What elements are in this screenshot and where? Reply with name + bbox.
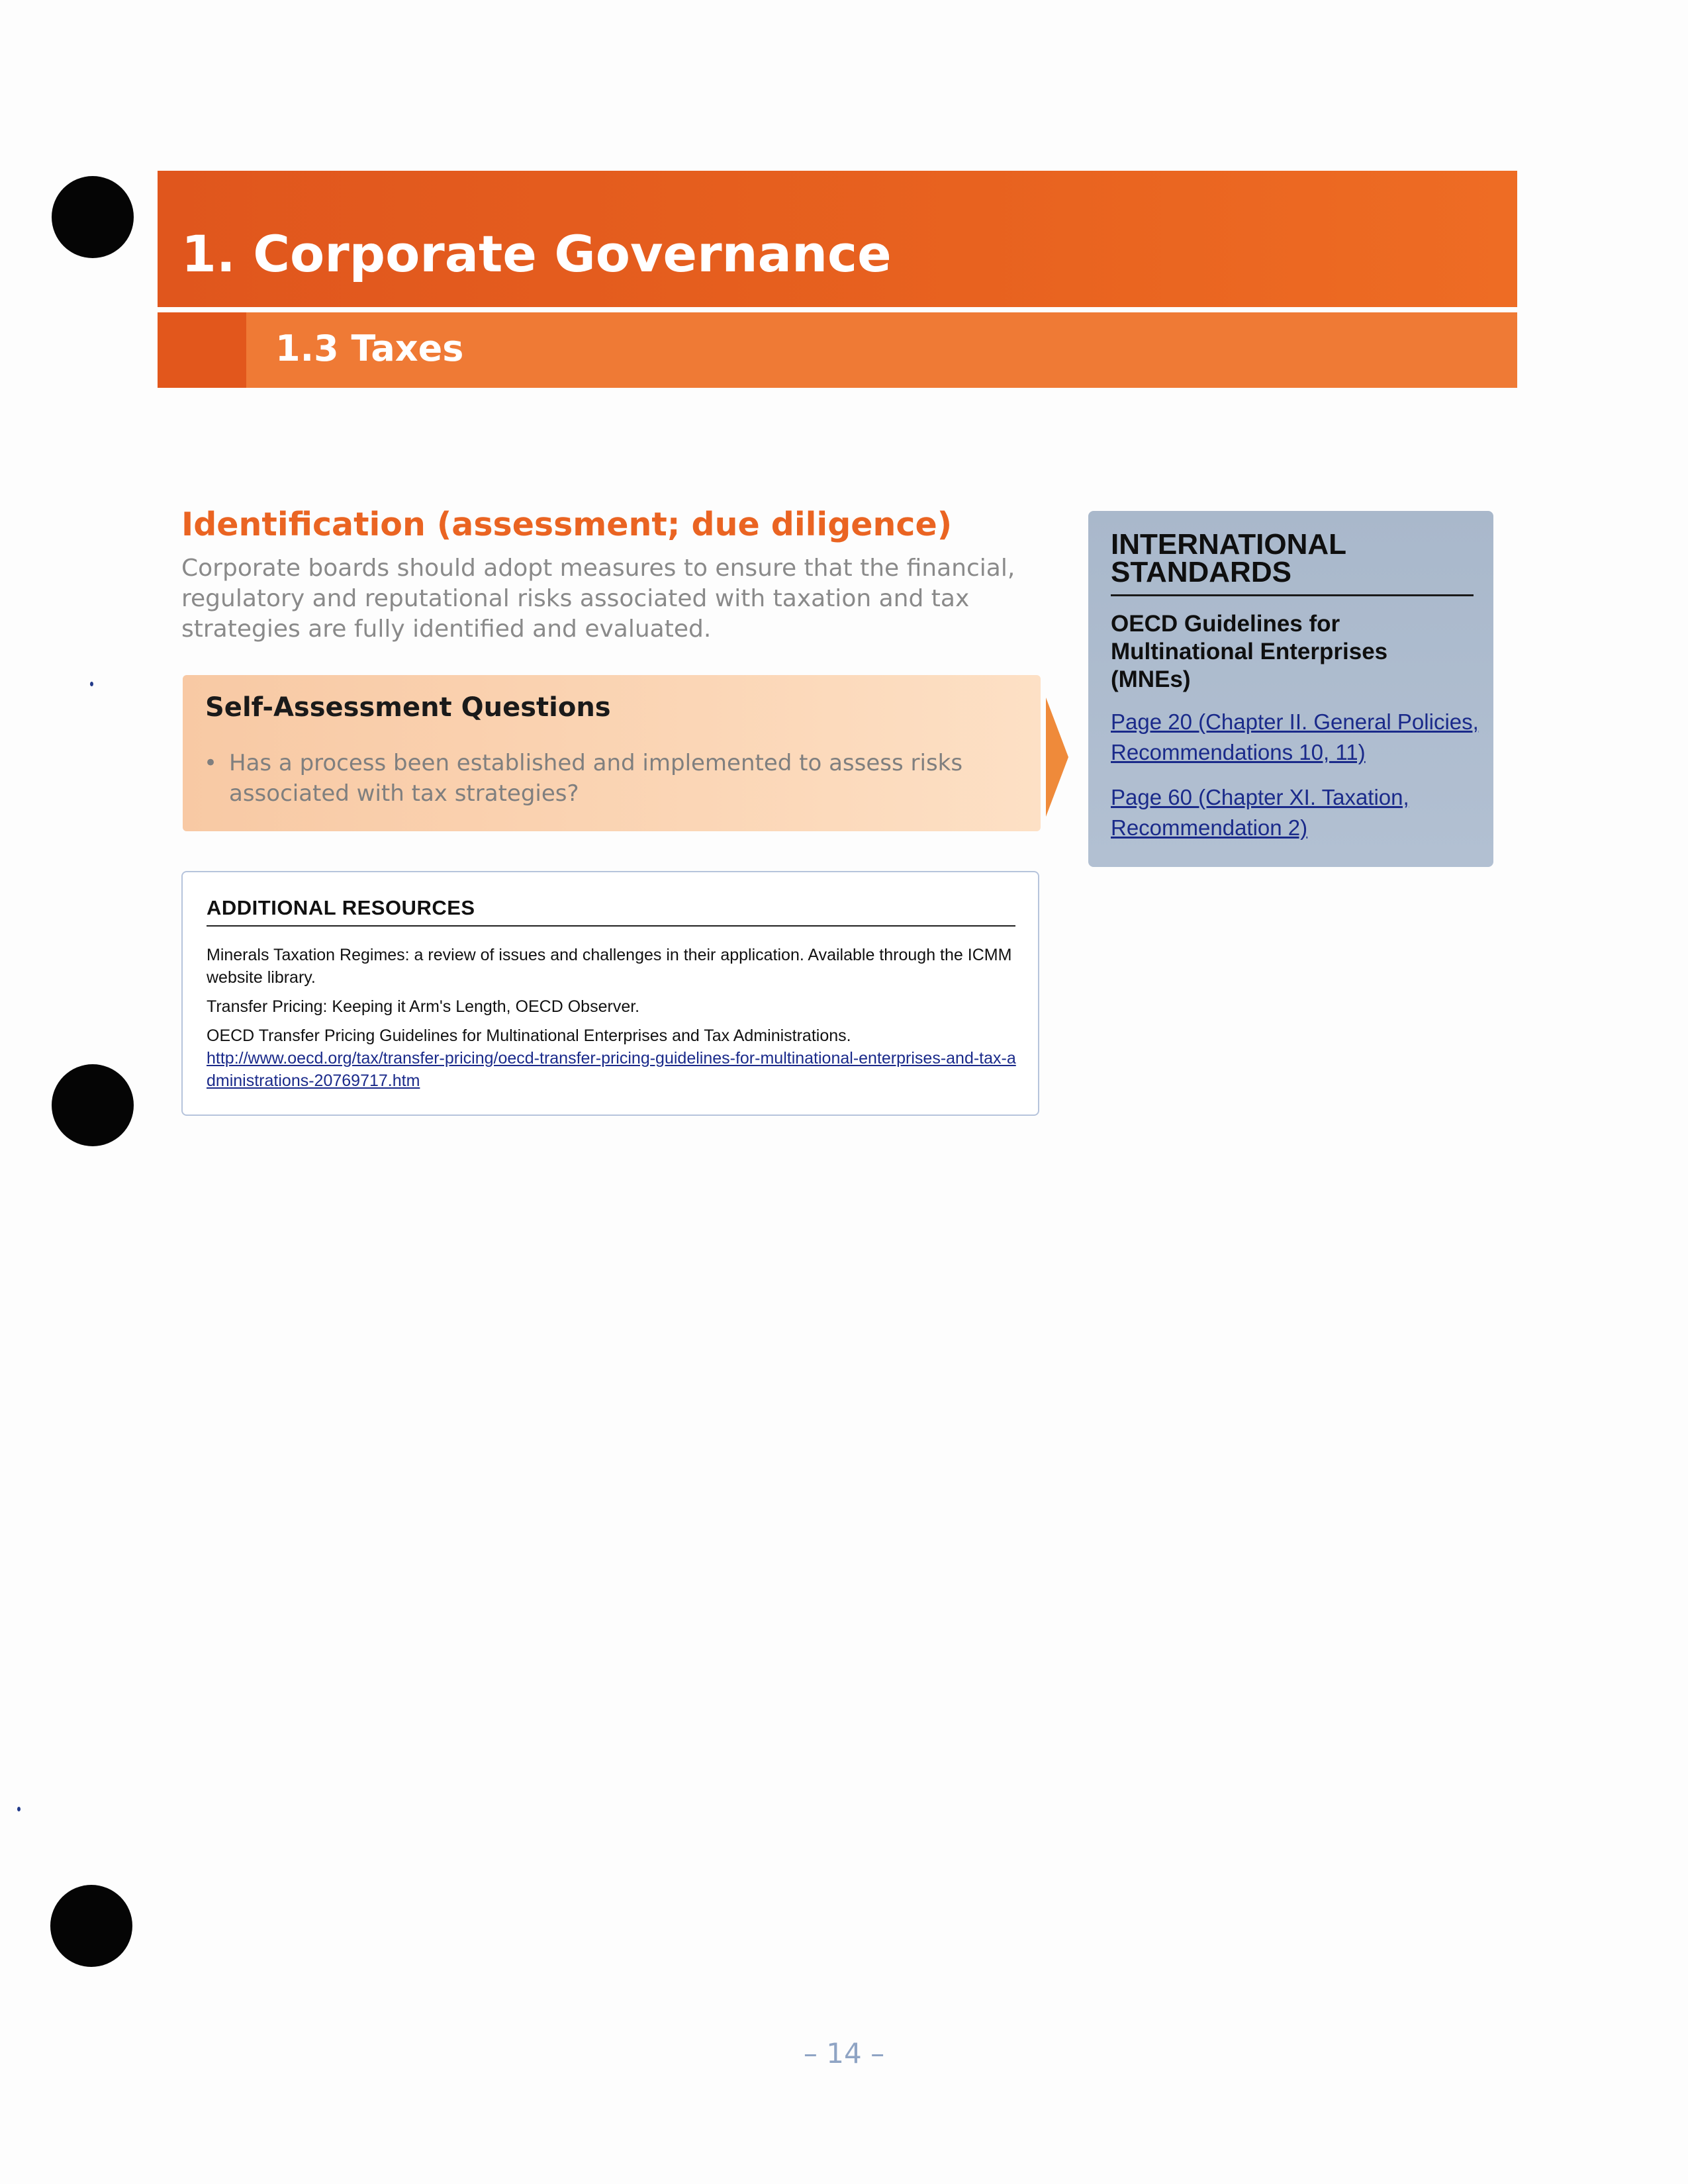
divider: [1111, 594, 1474, 596]
page-60-link[interactable]: Page 60 (Chapter XI. Taxation, Recommendation 2): [1111, 785, 1409, 840]
resource-item-text: OECD Transfer Pricing Guidelines for Multinational Enterprises and Tax Administrations.: [207, 1026, 851, 1045]
additional-resources-box: [181, 871, 1039, 1116]
identification-heading: Identification (assessment; due diligence): [181, 506, 953, 543]
chapter-title: 1. Corporate Governance: [181, 224, 892, 283]
page-20-link[interactable]: Page 20 (Chapter II. General Policies, Recommendations 10, 11): [1111, 709, 1479, 764]
binder-hole: [52, 176, 134, 258]
self-assessment-question: Has a process been established and implemented to assess risks associated with tax strategies?: [229, 750, 963, 807]
scan-speck: [17, 1807, 21, 1811]
divider: [207, 925, 1015, 927]
self-assessment-title: Self-Assessment Questions: [205, 692, 611, 723]
resource-item: [207, 1024, 1021, 1092]
binder-hole: [50, 1885, 132, 1967]
international-standards-box: [1088, 511, 1493, 867]
section-title: 1.3 Taxes: [275, 328, 464, 369]
chapter-banner: [158, 171, 1517, 307]
international-standards-title: INTERNATIONAL STANDARDS: [1111, 528, 1346, 588]
binder-hole: [52, 1064, 134, 1146]
resource-item: Minerals Taxation Regimes: a review of issues and challenges in their application. Available through the ICMM website library.: [207, 946, 1012, 987]
section-banner: [158, 312, 1517, 388]
scan-speck: [90, 682, 93, 686]
self-assessment-box: [183, 675, 1041, 831]
page-number: – 14 –: [803, 2037, 885, 2070]
oecd-guidelines-title: OECD Guidelines for Multinational Enterprises (MNEs): [1111, 611, 1388, 692]
identification-text: Corporate boards should adopt measures to ensure that the financial, regulatory and reputational risks associated with taxation and tax strategies are fully identified and evaluated.: [181, 555, 1015, 643]
oecd-guidelines-link[interactable]: http://www.oecd.org/tax/transfer-pricing/oecd-transfer-pricing-guidelines-for-multinational-enterprises-and-tax-administrations-20769717.htm: [207, 1049, 1016, 1090]
additional-resources-title: ADDITIONAL RESOURCES: [207, 896, 475, 919]
resource-item: Transfer Pricing: Keeping it Arm's Length, OECD Observer.: [207, 997, 640, 1016]
resources-list: [207, 944, 1021, 1099]
arrow-right-icon: [1046, 698, 1068, 817]
section-banner-accent: [158, 312, 246, 388]
bullet-icon: •: [204, 750, 218, 776]
